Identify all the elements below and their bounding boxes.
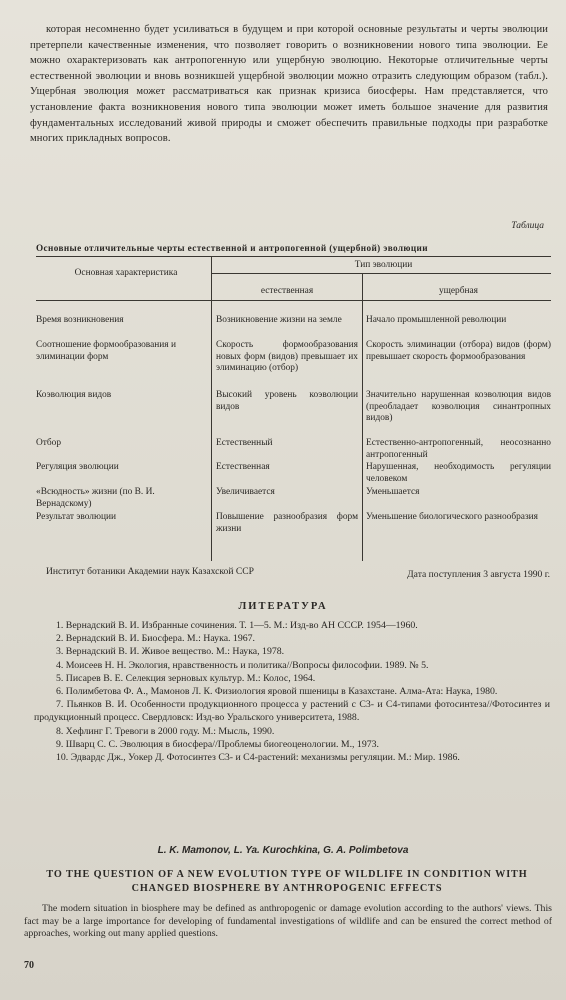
table-row-6-characteristic: «Всюдность» жизни (по В. И. Вернадскому) bbox=[36, 487, 155, 509]
table-header-type: Тип эволюции bbox=[354, 260, 413, 270]
table-title: Основные отличительные черты естественной и антропогенной (ущербной) эволюции bbox=[36, 243, 428, 253]
table-col-divider-2 bbox=[362, 273, 363, 561]
intro-paragraph: которая несомненно будет усиливаться в будущем и при которой основные результаты и черты эволюции претерпели качественные изменения, что позволяет говорить о возникновении нового типа эволюции. Ее можно охарактеризовать как антропогенную или ущербную эволюцию. Некоторые отличительные черты естественной эволюции и вновь возникшей ущербной эволюции можно отразить следующим образом (табл.). Ущербная эволюция может рассматриваться как признак кризиса биосферы. Нам представляется, что установление факта возникновения нового типа эволюции может иметь большое значение для развития фундаментальных исследований живой природы и сможет обеспечить правильные подходы при разработке многих прикладных вопросов. bbox=[30, 24, 548, 145]
table-row-6-natural: Увеличивается bbox=[216, 487, 275, 497]
table-row-5-characteristic: Регуляция эволюции bbox=[36, 462, 119, 472]
reference-item: 10. Эдвардс Дж., Уокер Д. Фотосинтез C3- и C4-растений: механизмы регуляции. М.: Мир. 1986. bbox=[56, 752, 460, 764]
evolution-table bbox=[36, 256, 551, 561]
table-row-7-natural: Повышение разнообразия форм жизни bbox=[216, 512, 358, 534]
table-header-damage: ущербная bbox=[438, 286, 478, 296]
table-row-5-natural: Естественная bbox=[216, 462, 270, 472]
table-header-rule bbox=[36, 300, 551, 301]
table-row-3-characteristic: Коэволюция видов bbox=[36, 390, 112, 400]
table-row-2-damage: Скорость элиминации (отбора) видов (форм) превышает скорость формообразования bbox=[366, 340, 551, 362]
table-row-1-characteristic: Время возникновения bbox=[36, 315, 124, 325]
reference-item: 9. Шварц С. С. Эволюция в биосфера//Проблемы биогеоценологии. М., 1973. bbox=[56, 738, 379, 750]
page-number: 70 bbox=[24, 960, 34, 971]
table-row-3-natural: Высокий уровень коэволюции видов bbox=[216, 390, 358, 412]
table-label: Таблица bbox=[511, 221, 544, 231]
reference-list bbox=[34, 619, 550, 764]
reference-item: 3. Вернадский В. И. Живое вещество. М.: Наука, 1978. bbox=[56, 646, 285, 658]
table-row-7-damage: Уменьшение биологического разнообразия bbox=[366, 512, 538, 522]
table-row-2-natural: Скорость формообразования новых форм (видов) превышает их элиминацию (отбор) bbox=[216, 340, 358, 373]
table-row-7-characteristic: Результат эволюции bbox=[36, 512, 116, 522]
table-header-main: Основная характеристика bbox=[74, 268, 178, 278]
table-header-natural: естественная bbox=[260, 286, 314, 296]
institute-affiliation: Институт ботаники Академии наук Казахской ССР bbox=[45, 566, 255, 577]
table-row-2-characteristic: Соотношение формообразования и элиминации форм bbox=[36, 340, 176, 362]
table-row-1-natural: Возникновение жизни на земле bbox=[216, 315, 342, 325]
table-row-1-damage: Начало промышленной революции bbox=[366, 315, 507, 325]
reference-item: 4. Моисеев Н. Н. Экология, нравственность и политика//Вопросы философии. 1989. № 5. bbox=[56, 659, 429, 671]
table-col-divider-1 bbox=[211, 256, 212, 561]
table-row-4-damage: Естественно-антропогенный, неосознанно антропогенный bbox=[366, 438, 551, 460]
table-row-4-natural: Естественный bbox=[216, 438, 273, 448]
literature-heading: ЛИТЕРАТУРА bbox=[238, 601, 328, 612]
english-abstract: The modern situation in biosphere may be defined as anthropogenic or damage evolution according to the authors' views. This fact may be a large importance for developing of fundamental investigations of wildlife and can be ensured the correct method of approaches, working out many applied questions. bbox=[24, 903, 552, 940]
reference-item: 1. Вернадский В. И. Избранные сочинения. Т. 1—5. М.: Изд-во АН СССР. 1954—1960. bbox=[56, 620, 418, 631]
english-title: TO THE QUESTION OF A NEW EVOLUTION TYPE OF WILDLIFE IN CONDITION WITH CHANGED BIOSPHERE BY ANTHROPOGENIC EFFECTS bbox=[46, 869, 528, 894]
table-top-rule bbox=[36, 256, 551, 257]
reference-item: 5. Писарев В. Е. Селекция зерновых культур. М.: Колос, 1964. bbox=[56, 672, 316, 684]
table-row-5-damage: Нарушенная, необходимость регуляции человеком bbox=[366, 462, 551, 484]
reference-item: 6. Полимбетова Ф. А., Мамонов Л. К. Физиология яровой пшеницы в Казахстане. Алма-Ата: Наука, 1980. bbox=[56, 686, 498, 698]
received-date: Дата поступления 3 августа 1990 г. bbox=[407, 569, 550, 580]
english-authors: L. K. Mamonov, L. Ya. Kurochkina, G. A. Polimbetova bbox=[157, 845, 409, 856]
reference-item: 2. Вернадский В. И. Биосфера. М.: Наука. 1967. bbox=[56, 633, 255, 645]
table-type-rule bbox=[212, 273, 551, 274]
table-row-3-damage: Значительно нарушенная коэволюция видов (преобладает коэволюция синантропных видов) bbox=[366, 390, 551, 423]
reference-item: 7. Пьянков В. И. Особенности продукционного процесса у растений с C3- и C4-типами фотосинтеза//Фотосинтез и продукционный процесс. Свердловск: Изд-во Уральского университета, 1988. bbox=[34, 699, 550, 724]
table-row-4-characteristic: Отбор bbox=[36, 438, 62, 448]
table-row-6-damage: Уменьшается bbox=[366, 487, 420, 497]
reference-item: 8. Хефлинг Г. Тревоги в 2000 году. М.: Мысль, 1990. bbox=[56, 725, 275, 737]
